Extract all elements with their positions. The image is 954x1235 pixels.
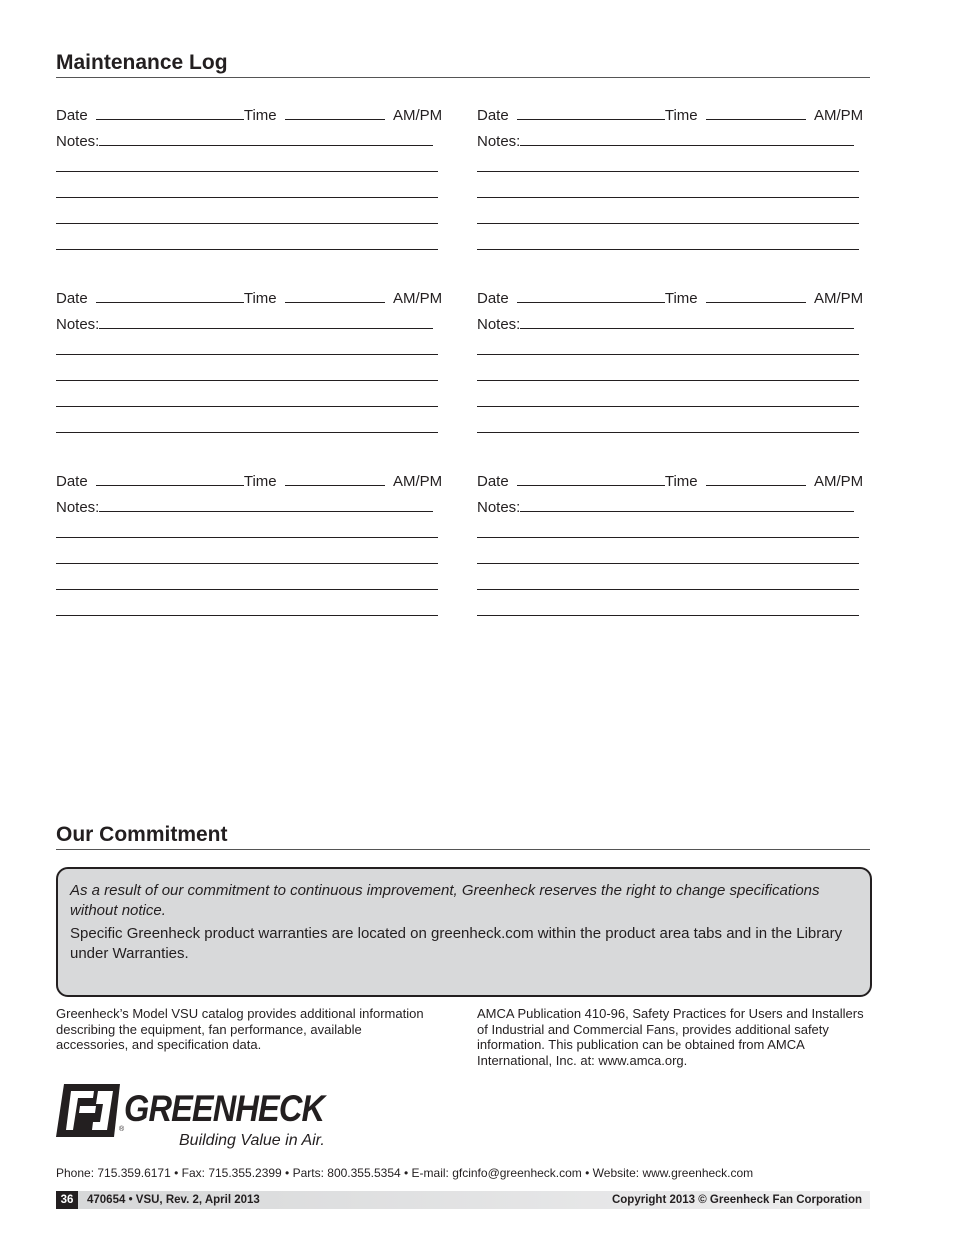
notes-line[interactable]: [56, 354, 438, 355]
date-label: Date: [56, 473, 88, 490]
greenheck-logo: [56, 1082, 356, 1154]
log-entry: [477, 105, 867, 265]
date-label: Date: [477, 290, 509, 307]
notes-line[interactable]: [477, 406, 859, 407]
warranty-text: Specific Greenheck product warranties are located on greenheck.com within the product area tabs and in the Library under Warranties.: [70, 925, 843, 962]
date-label: Date: [477, 107, 509, 124]
notes-line[interactable]: [56, 197, 438, 198]
notes-field[interactable]: [99, 131, 433, 146]
date-field[interactable]: [517, 288, 665, 303]
page-number: 36: [56, 1191, 78, 1209]
date-label: Date: [56, 290, 88, 307]
amca-info-text: AMCA Publication 410-96, Safety Practices for Users and Installers of Industrial and Commercial Fans, provides additional safety information. This publication can be obtained from AMCA International, Inc. at: www.amca.org.: [477, 1006, 864, 1068]
notes-line[interactable]: [56, 406, 438, 407]
time-field[interactable]: [285, 471, 385, 486]
log-entry: [56, 105, 446, 265]
time-label: Time: [243, 290, 277, 307]
notes-row: [477, 131, 854, 151]
notes-row: [477, 314, 854, 334]
ampm-label: AM/PM: [813, 107, 864, 124]
notes-line[interactable]: [56, 563, 438, 564]
notes-field[interactable]: [520, 497, 854, 512]
notes-field[interactable]: [520, 131, 854, 146]
time-label: Time: [664, 290, 698, 307]
date-time-row: [477, 471, 863, 491]
commitment-notice-box: [56, 867, 872, 997]
notes-line[interactable]: [56, 223, 438, 224]
log-entry: [477, 288, 867, 448]
notes-row: [56, 131, 433, 151]
commitment-italic-text: As a result of our commitment to continuous improvement, Greenheck reserves the right to change specifications without notice.: [70, 882, 820, 919]
date-label: Date: [477, 473, 509, 490]
notes-label: Notes:: [56, 316, 100, 333]
date-label: Date: [56, 107, 88, 124]
notes-line[interactable]: [477, 197, 859, 198]
page-footer: [56, 1191, 870, 1209]
time-field[interactable]: [285, 105, 385, 120]
notes-field[interactable]: [99, 497, 433, 512]
notes-line[interactable]: [477, 615, 859, 616]
log-entry: [56, 471, 446, 631]
time-label: Time: [664, 107, 698, 124]
notes-row: [477, 497, 854, 517]
our-commitment-title: Our Commitment: [56, 823, 228, 846]
notes-line[interactable]: [477, 354, 859, 355]
notes-line[interactable]: [477, 249, 859, 250]
notes-line[interactable]: [477, 171, 859, 172]
contact-line: Phone: 715.359.6171 • Fax: 715.355.2399 • Parts: 800.355.5354 • E-mail: gfcinfo@greenheck.com • Website: www.greenheck.com: [56, 1166, 754, 1180]
date-field[interactable]: [517, 105, 665, 120]
date-field[interactable]: [517, 471, 665, 486]
date-field[interactable]: [96, 288, 244, 303]
date-time-row: [477, 105, 863, 125]
notes-line[interactable]: [56, 380, 438, 381]
time-label: Time: [243, 107, 277, 124]
notes-line[interactable]: [477, 380, 859, 381]
log-entry: [56, 288, 446, 448]
notes-label: Notes:: [477, 499, 521, 516]
notes-line[interactable]: [56, 432, 438, 433]
registered-mark: ®: [119, 1126, 125, 1133]
notes-label: Notes:: [477, 316, 521, 333]
notes-label: Notes:: [56, 499, 100, 516]
notes-label: Notes:: [56, 133, 100, 150]
copyright-text: Copyright 2013 © Greenheck Fan Corporation: [611, 1194, 862, 1206]
maintenance-log-title: Maintenance Log: [56, 51, 228, 74]
notes-row: [56, 497, 433, 517]
time-field[interactable]: [285, 288, 385, 303]
ampm-label: AM/PM: [392, 107, 443, 124]
ampm-label: AM/PM: [392, 290, 443, 307]
title-divider: [56, 849, 870, 850]
time-field[interactable]: [706, 288, 806, 303]
notes-line[interactable]: [477, 432, 859, 433]
date-time-row: [56, 288, 442, 308]
notes-row: [56, 314, 433, 334]
date-time-row: [477, 288, 863, 308]
time-field[interactable]: [706, 471, 806, 486]
notes-line[interactable]: [56, 171, 438, 172]
ampm-label: AM/PM: [813, 290, 864, 307]
log-entry: [477, 471, 867, 631]
notes-line[interactable]: [56, 249, 438, 250]
time-label: Time: [243, 473, 277, 490]
notes-line[interactable]: [56, 589, 438, 590]
notes-line[interactable]: [477, 589, 859, 590]
date-field[interactable]: [96, 105, 244, 120]
ampm-label: AM/PM: [392, 473, 443, 490]
document-id: 470654 • VSU, Rev. 2, April 2013: [87, 1194, 260, 1206]
date-time-row: [56, 471, 442, 491]
title-divider: [56, 77, 870, 78]
notes-line[interactable]: [56, 537, 438, 538]
logo-tagline: Building Value in Air.: [179, 1132, 325, 1149]
notes-line[interactable]: [477, 223, 859, 224]
notes-line[interactable]: [477, 537, 859, 538]
notes-field[interactable]: [99, 314, 433, 329]
notes-line[interactable]: [56, 615, 438, 616]
notes-line[interactable]: [477, 563, 859, 564]
logo-wordmark: GREENHECK: [124, 1088, 325, 1129]
notes-label: Notes:: [477, 133, 521, 150]
time-label: Time: [664, 473, 698, 490]
catalog-info-text: Greenheck’s Model VSU catalog provides additional information describing the equipment, fan performance, available accessories, and specification data.: [56, 1006, 424, 1052]
date-field[interactable]: [96, 471, 244, 486]
ampm-label: AM/PM: [813, 473, 864, 490]
date-time-row: [56, 105, 442, 125]
time-field[interactable]: [706, 105, 806, 120]
notes-field[interactable]: [520, 314, 854, 329]
